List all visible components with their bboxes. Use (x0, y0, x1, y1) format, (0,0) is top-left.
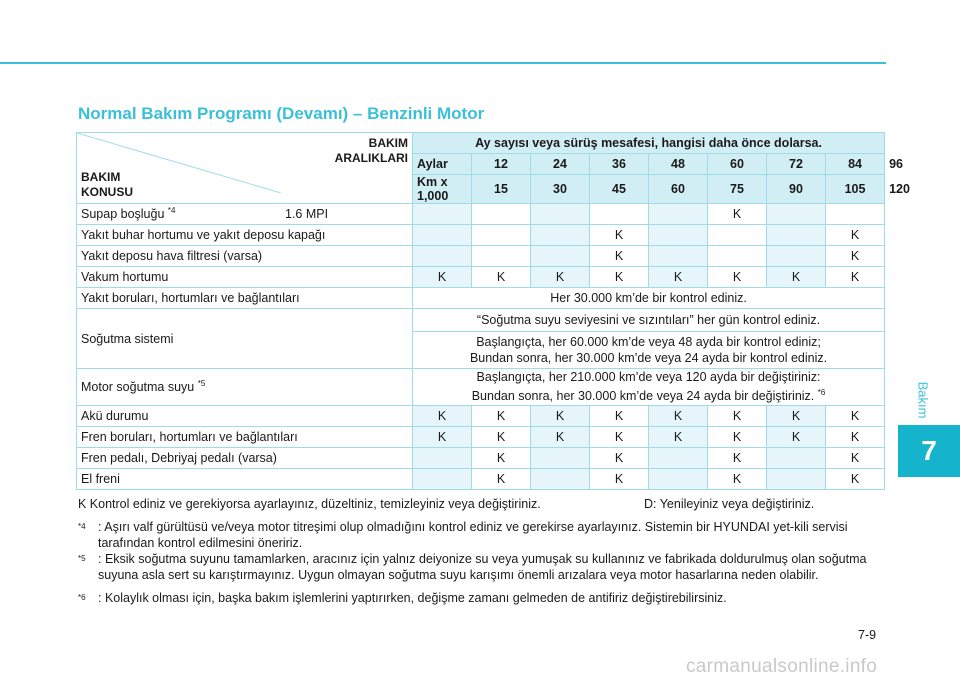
footnote-mark: *6 (78, 593, 86, 602)
footnote-6 (78, 590, 890, 606)
schedule-cell (413, 204, 472, 225)
table-row (77, 448, 885, 469)
schedule-cell (472, 225, 531, 246)
schedule-cell: K (826, 225, 885, 246)
schedule-cell (767, 246, 826, 267)
legend-d: D: Yenileyiniz veya değiştiriniz. (644, 497, 815, 511)
row-label: Soğutma sistemi (77, 309, 413, 369)
row-sublabel: 1.6 MPI (285, 207, 329, 221)
schedule-cell (649, 225, 708, 246)
schedule-cell: K (826, 427, 885, 448)
schedule-cell: K (767, 427, 826, 448)
schedule-cell (590, 204, 649, 225)
top-rule (0, 62, 886, 64)
schedule-cell: K (767, 267, 826, 288)
row-label: Fren boruları, hortumları ve bağlantıları (77, 427, 413, 448)
section-title: Normal Bakım Programı (Devamı) – Benzinli Motor (78, 104, 485, 123)
row-label: El freni (77, 469, 413, 490)
table-corner-cell (77, 133, 413, 204)
km-cell: 90 (767, 175, 826, 204)
chapter-side-label (912, 372, 934, 428)
schedule-cell (413, 246, 472, 267)
table-row (77, 267, 885, 288)
schedule-cell: K (472, 267, 531, 288)
table-row (77, 406, 885, 427)
km-label: Km x 1,000 (413, 175, 472, 204)
table-row (77, 369, 885, 406)
table-row (77, 225, 885, 246)
chapter-number: 7 (921, 435, 937, 466)
table-row (77, 204, 885, 225)
schedule-cell: K (649, 427, 708, 448)
month-cell: 36 (590, 154, 649, 175)
row-label: Fren pedalı, Debriyaj pedalı (varsa) (77, 448, 413, 469)
schedule-cell: K (413, 406, 472, 427)
schedule-cell: K (649, 267, 708, 288)
row-label: Motor soğutma suyu $^{*5}$ (77, 369, 413, 406)
month-cell: 12 (472, 154, 531, 175)
footnote-text: : Eksik soğutma suyunu tamamlarken, aracınız için yalnız deiyonize su veya yumuşak su kullanınız ve fabrikada doldurulmuş olan soğutma suyuna asla sert su karıştırmayınız. Uygun olmayan soğutma suyu karışımı önemli arızalara veya motor hasarlarına neden olabilir. (98, 552, 867, 582)
chapter-label-text: Bakım (915, 381, 931, 419)
schedule-cell: K (590, 448, 649, 469)
schedule-cell: K (413, 427, 472, 448)
month-cell: 72 (767, 154, 826, 175)
schedule-cell: K (472, 448, 531, 469)
km-cell: 15 (472, 175, 531, 204)
schedule-cell (413, 469, 472, 490)
schedule-cell: K (826, 448, 885, 469)
row-label: Yakıt deposu hava filtresi (varsa) (77, 246, 413, 267)
footnote-text: : Aşırı valf gürültüsü ve/veya motor titreşimi olup olmadığını kontrol ediniz ve gerekirse ayarlayınız. Sistemin bir HYUNDAI yet-kili servisi tarafından kontrol edilmesini öneririz. (98, 520, 848, 550)
schedule-cell: K (708, 469, 767, 490)
schedule-text-cell: Başlangıçta, her 210.000 km’de veya 120 ayda bir değiştiriniz: Bundan sonra, her 30.000 km’de veya 24 ayda bir değiştiriniz. $^{*6}$ (413, 369, 885, 406)
table-row (77, 427, 885, 448)
schedule-cell (708, 225, 767, 246)
interval-header: Ay sayısı veya sürüş mesafesi, hangisi daha önce dolarsa. (413, 133, 885, 154)
maintenance-schedule-table (76, 132, 910, 490)
km-cell: 45 (590, 175, 649, 204)
schedule-cell: K (590, 246, 649, 267)
schedule-cell: K (708, 427, 767, 448)
legend-row (78, 496, 890, 512)
schedule-cell (649, 246, 708, 267)
footnote-5 (78, 551, 890, 583)
page-number: 7-9 (858, 628, 877, 642)
schedule-cell (531, 204, 590, 225)
schedule-cell: K (531, 267, 590, 288)
table-row (77, 246, 885, 267)
row-label: Yakıt buhar hortumu ve yakıt deposu kapağı (77, 225, 413, 246)
footnote-mark: *5 (78, 554, 86, 563)
schedule-cell (413, 225, 472, 246)
schedule-cell (472, 246, 531, 267)
schedule-cell: K (590, 469, 649, 490)
schedule-cell: K (472, 469, 531, 490)
chapter-tab (898, 425, 960, 477)
km-cell: 30 (531, 175, 590, 204)
header-row-months: Aylar 12 24 36 48 60 72 84 96 (77, 154, 885, 175)
month-cell: 48 (649, 154, 708, 175)
schedule-cell: K (590, 225, 649, 246)
schedule-cell: K (649, 406, 708, 427)
watermark: carmanualsonline.info (686, 656, 878, 677)
schedule-cell: K (472, 406, 531, 427)
footnote-text: : Kolaylık olması için, başka bakım işlemlerini yaptırırken, değişme zamanı gelmeden de antifiriz değiştirebilirsiniz. (98, 591, 727, 605)
row-label: Yakıt boruları, hortumları ve bağlantıları (77, 288, 413, 309)
schedule-cell: K (767, 406, 826, 427)
legend-k: K Kontrol ediniz ve gerekiyorsa ayarlayınız, düzeltiniz, temizleyiniz veya değiştiriniz. (78, 497, 541, 511)
km-cell: 105 (826, 175, 885, 204)
schedule-cell: K (826, 406, 885, 427)
header-row-main (77, 133, 885, 154)
schedule-cell: K (826, 246, 885, 267)
schedule-cell: K (708, 204, 767, 225)
footnote-mark: *4 (78, 522, 86, 531)
footnotes (78, 496, 890, 606)
row-label: Akü durumu (77, 406, 413, 427)
schedule-cell: K (708, 267, 767, 288)
schedule-text-cell: Her 30.000 km’de bir kontrol ediniz. (413, 288, 885, 309)
schedule-cell: K (590, 406, 649, 427)
schedule-cell (708, 246, 767, 267)
corner-interval-label: BAKIM ARALIKLARI (334, 136, 408, 165)
schedule-cell (531, 448, 590, 469)
table-row (77, 309, 885, 332)
schedule-cell (767, 448, 826, 469)
schedule-cell: K (826, 469, 885, 490)
schedule-cell: K (826, 267, 885, 288)
schedule-cell (413, 448, 472, 469)
schedule-cell: K (472, 427, 531, 448)
schedule-cell: K (708, 406, 767, 427)
km-cell: 75 (708, 175, 767, 204)
months-label: Aylar (413, 154, 472, 175)
schedule-cell (531, 469, 590, 490)
km-cell: 60 (649, 175, 708, 204)
schedule-cell: K (531, 427, 590, 448)
schedule-cell: K (413, 267, 472, 288)
schedule-cell (531, 246, 590, 267)
table-row (77, 469, 885, 490)
schedule-cell (649, 448, 708, 469)
corner-item-label: BAKIM KONUSU (81, 170, 134, 199)
month-cell: 60 (708, 154, 767, 175)
schedule-cell: K (531, 406, 590, 427)
row-label: Supap boşluğu $^{*4}$ 1.6 MPI (77, 204, 413, 225)
table-row (77, 288, 885, 309)
month-cell: 24 (531, 154, 590, 175)
schedule-cell (767, 469, 826, 490)
schedule-cell (649, 204, 708, 225)
schedule-cell (472, 204, 531, 225)
schedule-cell (767, 225, 826, 246)
month-cell: 84 (826, 154, 885, 175)
schedule-cell: K (590, 427, 649, 448)
row-label: Vakum hortumu (77, 267, 413, 288)
schedule-text-cell: “Soğutma suyu seviyesini ve sızıntıları” her gün kontrol ediniz. (413, 309, 885, 332)
schedule-cell (767, 204, 826, 225)
schedule-cell: K (708, 448, 767, 469)
schedule-cell (531, 225, 590, 246)
header-row-km: Km x 1,000 15 30 45 60 75 90 105 120 (77, 175, 885, 204)
schedule-cell (649, 469, 708, 490)
schedule-cell: K (590, 267, 649, 288)
footnote-4 (78, 519, 890, 551)
schedule-text-cell: Başlangıçta, her 60.000 km’de veya 48 ayda bir kontrol ediniz; Bundan sonra, her 30.000 km’de veya 24 ayda bir kontrol ediniz. (413, 332, 885, 369)
schedule-cell (826, 204, 885, 225)
